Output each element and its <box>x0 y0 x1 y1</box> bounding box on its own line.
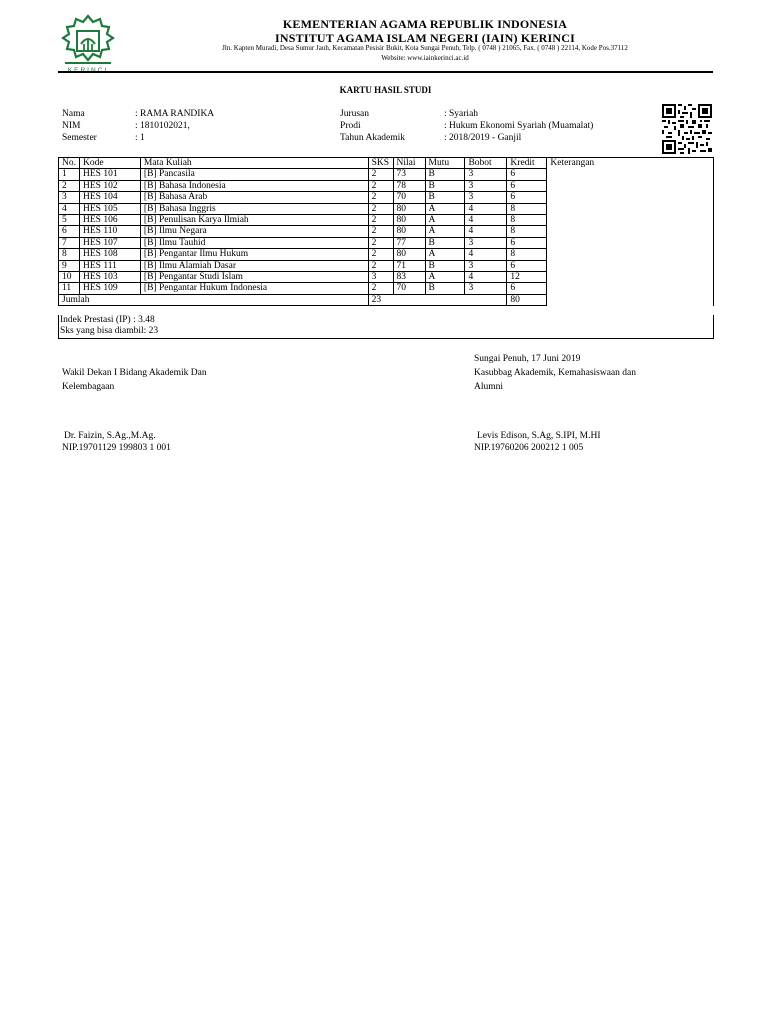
cell-bobot: 4 <box>465 272 507 283</box>
jurusan-label: Jurusan <box>340 109 370 119</box>
cell-mutu: B <box>425 192 465 203</box>
cell-kredit: 6 <box>507 169 547 180</box>
cell-kredit: 8 <box>507 215 547 226</box>
table-row <box>59 169 714 180</box>
cell-kredit: 6 <box>507 192 547 203</box>
cell-mutu: B <box>425 169 465 180</box>
cell-sks: 3 <box>368 272 393 283</box>
summary-box <box>58 315 714 339</box>
cell-kode: HES 105 <box>80 203 141 214</box>
cell-nilai: 83 <box>393 272 425 283</box>
cell-no: 1 <box>59 169 80 180</box>
cell-bobot: 4 <box>465 203 507 214</box>
cell-sks: 2 <box>368 226 393 237</box>
cell-kredit: 6 <box>507 180 547 191</box>
cell-bobot: 3 <box>465 192 507 203</box>
cell-bobot: 3 <box>465 237 507 248</box>
cell-kode: HES 110 <box>80 226 141 237</box>
institute-address: Jln. Kapten Muradi, Desa Sumur Jauh, Kecamatan Pesisir Bukit, Kota Sungai Penuh, Telp. ( 0748 ) 21065, Fax. ( 0748 ) 22114, Kode Pos.37112 <box>222 44 628 52</box>
cell-bobot: 3 <box>465 283 507 294</box>
cell-no: 4 <box>59 203 80 214</box>
cell-bobot: 3 <box>465 180 507 191</box>
cell-nilai: 80 <box>393 249 425 260</box>
cell-bobot: 4 <box>465 249 507 260</box>
col-header-mutu: Mutu <box>425 158 465 169</box>
cell-mata-kuliah: [B] Bahasa Inggris <box>140 203 368 214</box>
cell-nilai: 77 <box>393 237 425 248</box>
institution-logo <box>60 14 116 74</box>
cell-no: 7 <box>59 237 80 248</box>
cell-nilai: 70 <box>393 192 425 203</box>
header-divider <box>58 71 713 73</box>
cell-kode: HES 103 <box>80 272 141 283</box>
tahun-akademik-value: : 2018/2019 - Ganjil <box>444 133 522 143</box>
cell-sks: 2 <box>368 203 393 214</box>
col-header-keterangan: Keterangan <box>547 158 714 169</box>
cell-mata-kuliah: [B] Pengantar Hukum Indonesia <box>140 283 368 294</box>
institute-website: Website: www.iainkerinci.ac.id <box>381 54 469 62</box>
right-signer-name: Levis Edison, S.Ag, S.IPI, M.HI <box>477 431 601 441</box>
cell-mata-kuliah: [B] Ilmu Negara <box>140 226 368 237</box>
cell-no: 11 <box>59 283 80 294</box>
cell-kode: HES 111 <box>80 260 141 271</box>
qr-code-icon <box>662 104 712 154</box>
left-signer-title-2: Kelembagaan <box>62 382 115 392</box>
nim-value: : 1810102021, <box>135 121 190 131</box>
col-header-nilai: Nilai <box>393 158 425 169</box>
cell-no: 10 <box>59 272 80 283</box>
ministry-title: KEMENTERIAN AGAMA REPUBLIK INDONESIA <box>282 17 568 31</box>
cell-mata-kuliah: [B] Pancasila <box>140 169 368 180</box>
cell-sks: 2 <box>368 169 393 180</box>
cell-no: 8 <box>59 249 80 260</box>
cell-kredit: 8 <box>507 226 547 237</box>
cell-bobot: 4 <box>465 226 507 237</box>
cell-kredit: 8 <box>507 203 547 214</box>
cell-kode: HES 104 <box>80 192 141 203</box>
semester-value: : 1 <box>135 133 145 143</box>
col-header-bobot: Bobot <box>465 158 507 169</box>
cell-mutu: A <box>425 249 465 260</box>
prodi-label: Prodi <box>340 121 361 131</box>
cell-mata-kuliah: [B] Pengantar Studi Islam <box>140 272 368 283</box>
cell-sks: 2 <box>368 237 393 248</box>
cell-mata-kuliah: [B] Pengantar Ilmu Hukum <box>140 249 368 260</box>
jumlah-label: Jumlah <box>59 294 369 305</box>
cell-no: 3 <box>59 192 80 203</box>
nama-label: Nama <box>62 109 85 119</box>
jumlah-sks: 23 <box>368 294 507 305</box>
cell-sks: 2 <box>368 215 393 226</box>
cell-nilai: 80 <box>393 203 425 214</box>
cell-kredit: 6 <box>507 237 547 248</box>
signature-date: Sungai Penuh, 17 Juni 2019 <box>474 354 581 364</box>
cell-mutu: A <box>425 215 465 226</box>
cell-kredit: 8 <box>507 249 547 260</box>
col-header-no: No. <box>59 158 80 169</box>
cell-mutu: B <box>425 237 465 248</box>
right-signer-title-1: Kasubbag Akademik, Kemahasiswaan dan <box>474 368 636 378</box>
cell-mata-kuliah: [B] Bahasa Arab <box>140 192 368 203</box>
cell-bobot: 4 <box>465 215 507 226</box>
cell-nilai: 80 <box>393 215 425 226</box>
cell-mutu: B <box>425 260 465 271</box>
institute-title: INSTITUT AGAMA ISLAM NEGERI (IAIN) KERINCI <box>275 31 575 45</box>
cell-kredit: 6 <box>507 283 547 294</box>
cell-no: 6 <box>59 226 80 237</box>
col-header-kode: Kode <box>80 158 141 169</box>
cell-mata-kuliah: [B] Penulisan Karya Ilmiah <box>140 215 368 226</box>
cell-mata-kuliah: [B] Ilmu Alamiah Dasar <box>140 260 368 271</box>
cell-sks: 2 <box>368 180 393 191</box>
cell-no: 2 <box>59 180 80 191</box>
cell-nilai: 78 <box>393 180 425 191</box>
table-header-row <box>59 158 714 169</box>
logo-wordmark: KERINCI <box>67 67 109 74</box>
cell-kode: HES 109 <box>80 283 141 294</box>
cell-mutu: A <box>425 272 465 283</box>
cell-mata-kuliah: [B] Ilmu Tauhid <box>140 237 368 248</box>
prodi-value: : Hukum Ekonomi Syariah (Muamalat) <box>444 121 594 131</box>
semester-label: Semester <box>62 133 97 143</box>
grades-table <box>58 157 714 306</box>
cell-kredit: 12 <box>507 272 547 283</box>
cell-sks: 2 <box>368 283 393 294</box>
col-header-kredit: Kredit <box>507 158 547 169</box>
nim-label: NIM <box>62 121 81 131</box>
right-signer-title-2: Alumni <box>474 382 504 392</box>
cell-kredit: 6 <box>507 260 547 271</box>
cell-mutu: A <box>425 226 465 237</box>
cell-mata-kuliah: [B] Bahasa Indonesia <box>140 180 368 191</box>
sks-bisa-diambil: Sks yang bisa diambil: 23 <box>60 326 159 336</box>
cell-nilai: 70 <box>393 283 425 294</box>
cell-no: 9 <box>59 260 80 271</box>
cell-keterangan <box>547 169 714 306</box>
cell-no: 5 <box>59 215 80 226</box>
cell-mutu: B <box>425 180 465 191</box>
nama-value: : RAMA RANDIKA <box>135 109 215 119</box>
cell-sks: 2 <box>368 249 393 260</box>
col-header-sks: SKS <box>368 158 393 169</box>
cell-nilai: 80 <box>393 226 425 237</box>
left-signer-name: Dr. Faizin, S.Ag.,M.Ag. <box>64 431 156 441</box>
cell-nilai: 71 <box>393 260 425 271</box>
right-signer-nip: NIP.19760206 200212 1 005 <box>474 443 584 453</box>
cell-sks: 2 <box>368 260 393 271</box>
cell-sks: 2 <box>368 192 393 203</box>
cell-kode: HES 102 <box>80 180 141 191</box>
jumlah-kredit: 80 <box>507 294 547 305</box>
cell-kode: HES 107 <box>80 237 141 248</box>
document-title: KARTU HASIL STUDI <box>339 85 432 95</box>
tahun-akademik-label: Tahun Akademik <box>340 133 406 143</box>
cell-mutu: B <box>425 283 465 294</box>
cell-kode: HES 106 <box>80 215 141 226</box>
cell-mutu: A <box>425 203 465 214</box>
cell-kode: HES 108 <box>80 249 141 260</box>
indeks-prestasi: Indek Prestasi (IP) : 3.48 <box>60 315 155 325</box>
cell-nilai: 73 <box>393 169 425 180</box>
cell-kode: HES 101 <box>80 169 141 180</box>
left-signer-nip: NIP.19701129 199803 1 001 <box>62 443 171 453</box>
cell-bobot: 3 <box>465 169 507 180</box>
left-signer-title-1: Wakil Dekan I Bidang Akademik Dan <box>62 368 207 378</box>
col-header-mata-kuliah: Mata Kuliah <box>140 158 368 169</box>
cell-bobot: 3 <box>465 260 507 271</box>
jurusan-value: : Syariah <box>444 109 479 119</box>
